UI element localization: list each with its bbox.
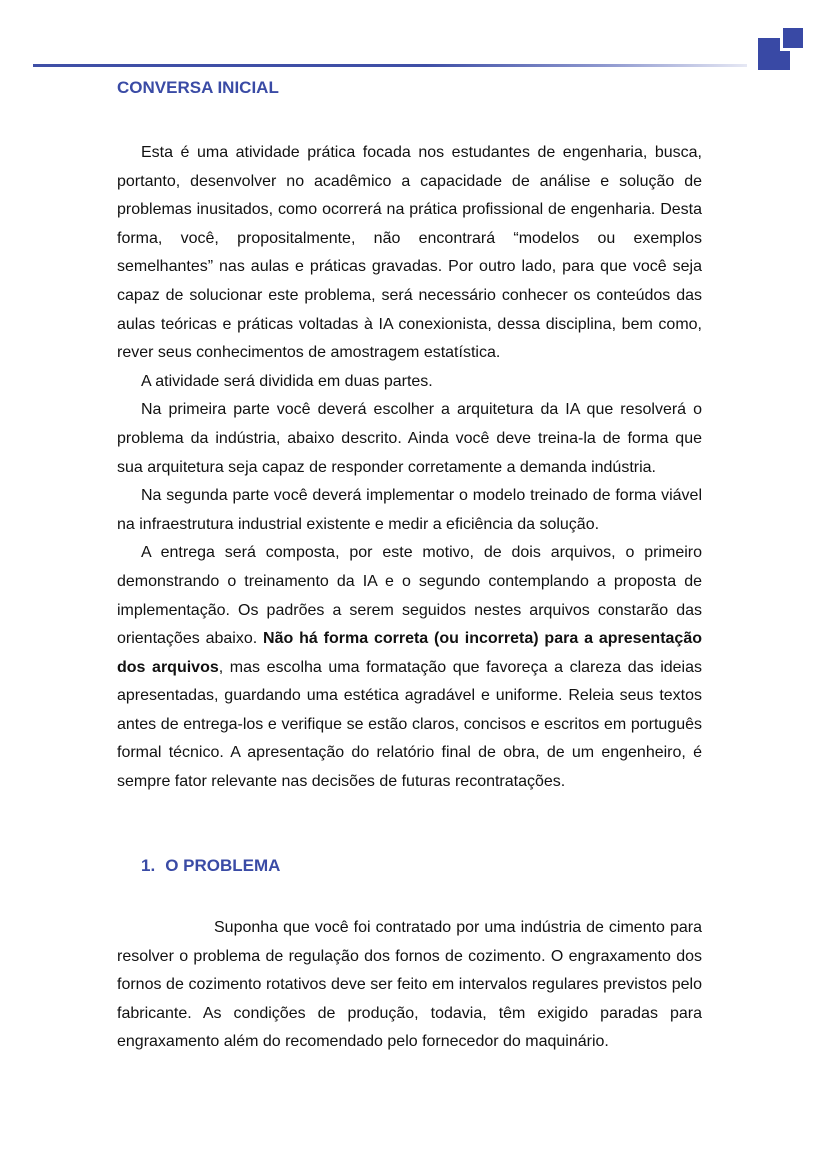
- paragraph-intro: Esta é uma atividade prática focada nos estudantes de engenharia, busca, portanto, desenvolver no acadêmico a capacidade de análise e solução de problemas inusitados, como ocorrerá na prática profissional de engenharia. Desta forma, você, propositalmente, não encontrará “modelos ou exemplos semelhantes” nas aulas e práticas gravadas. Por outro lado, para que você seja capaz de solucionar este problema, será necessário conhecer os conteúdos das aulas teóricas e práticas voltadas à IA conexionista, dessa disciplina, bem como, rever seus conhecimentos de amostragem estatística.: [117, 144, 702, 362]
- section-title-text: O PROBLEMA: [165, 856, 281, 875]
- stacked-squares-logo-icon: [758, 28, 800, 70]
- section-title-conversa-inicial: CONVERSA INICIAL: [117, 78, 279, 97]
- section-body-o-problema: [117, 914, 702, 1057]
- header-rule: [33, 64, 747, 67]
- paragraph-problem: Suponha que você foi contratado por uma indústria de cimento para resolver o problema de regulação dos fornos de cozimento. O engraxamento dos fornos de cozimento rotativos deve ser feito em intervalos regulares previstos pelo fabricante. As condições de produção, todavia, têm exigido paradas para engraxamento além do recomendado pelo fornecedor do maquinário.: [117, 919, 702, 1051]
- section-title-o-problema: [141, 856, 280, 876]
- delivery-text-end: , mas escolha uma formatação que favoreça a clareza das ideias apresentadas, guardando uma estética agradável e uniforme. Releia seus textos antes de entrega-los e verifique se estão claros, concisos e escritos em português formal técnico. A apresentação do relatório final de obra, de um engenheiro, é sempre fator relevante nas decisões de futuras recontratações.: [117, 658, 703, 791]
- logo-small-square: [780, 28, 803, 51]
- section-body-conversa-inicial: [117, 139, 702, 797]
- paragraph-first-part: Na primeira parte você deverá escolher a arquitetura da IA que resolverá o problema da indústria, abaixo descrito. Ainda você deve treina-la de forma que sua arquitetura seja capaz de responder corretamente a demanda indústria.: [117, 401, 702, 476]
- paragraph-second-part: Na segunda parte você deverá implementar o modelo treinado de forma viável na infraestrutura industrial existente e medir a eficiência da solução.: [117, 487, 702, 533]
- paragraph-delivery: [117, 539, 702, 796]
- section-number: 1.: [141, 856, 156, 875]
- delivery-text-start: A entrega será composta, por este motivo, de dois arquivos, o primeiro demonstrando o treinamento da IA e o segundo contemplando a proposta de implementação. Os padrões a serem seguidos nestes arquivos constarão das orientações abaixo.: [117, 544, 702, 648]
- paragraph-division: A atividade será dividida em duas partes.: [141, 372, 433, 390]
- delivery-bold-note: Não há forma correta (ou incorreta) para a apresentação dos arquivos: [117, 630, 703, 676]
